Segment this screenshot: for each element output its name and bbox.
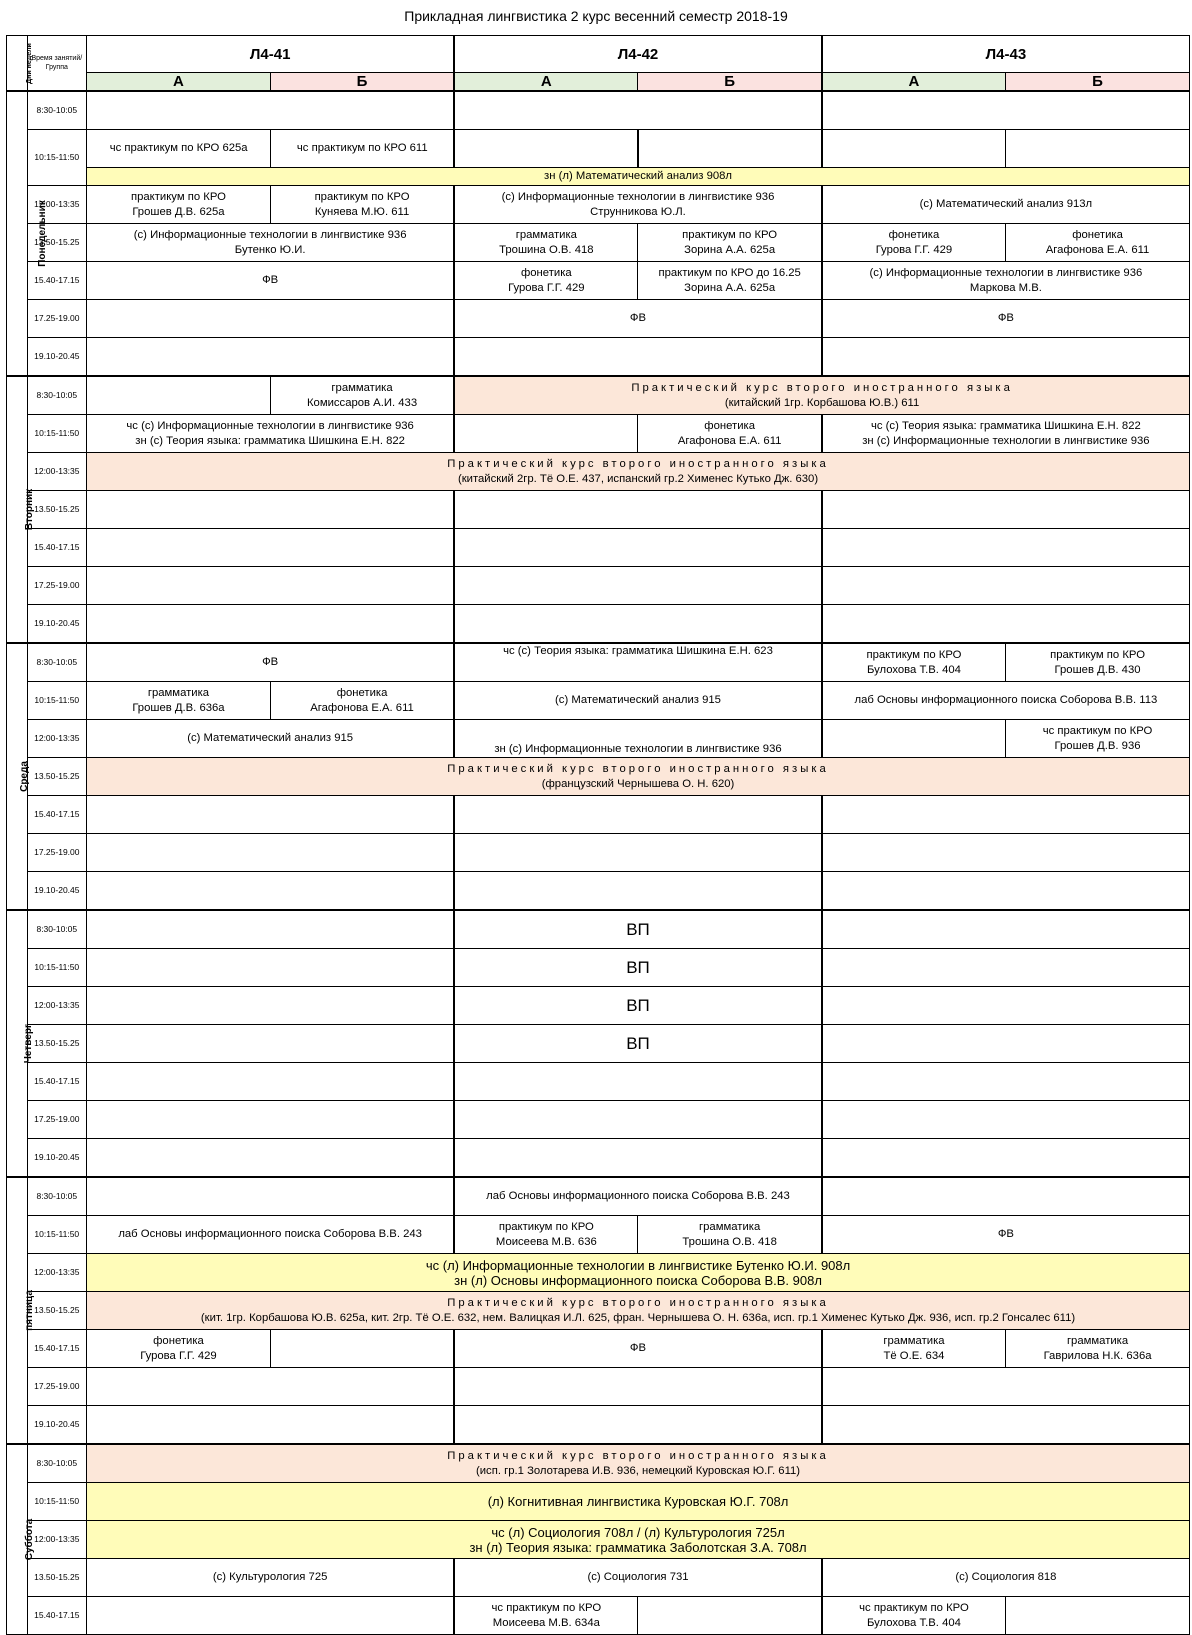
time-slot: 19.10-20.45 [27,1406,87,1445]
time-slot: 12:00-13:35 [27,987,87,1025]
time-slot: 10:15-11:50 [27,1216,87,1254]
schedule-cell: грамматика Трошина О.В. 418 [638,1216,822,1254]
schedule-cell [87,338,455,377]
schedule-cell: фонетика Гурова Г.Г. 429 [454,262,638,300]
schedule-cell: ФВ [822,1216,1190,1254]
time-slot: 15.40-17.15 [27,529,87,567]
schedule-cell [822,987,1190,1025]
schedule-cell [87,1025,455,1063]
schedule-cell: ФВ [454,1330,822,1368]
subgroup-b: Б [270,73,454,92]
time-slot: 15.40-17.15 [27,1597,87,1635]
schedule-cell [87,567,455,605]
group-header-l4-41: Л4-41 [87,36,455,73]
schedule-cell: Практический курс второго иностранного языка (французский Чернышева О. Н. 620) [87,758,1190,796]
schedule-cell: (с) Математический анализ 915 [454,682,822,720]
schedule-cell [822,567,1190,605]
schedule-cell: (с) Математический анализ 915 [87,720,455,758]
schedule-cell: практикум по КРО Грошев Д.В. 625а [87,186,271,224]
schedule-cell [454,1368,822,1406]
day-monday: Понедельник [7,91,28,376]
schedule-cell [87,491,455,529]
group-header-l4-43: Л4-43 [822,36,1190,73]
schedule-cell [454,415,638,453]
schedule-cell [822,720,1006,758]
time-slot: 15.40-17.15 [27,1063,87,1101]
time-slot: 8:30-10:05 [27,1177,87,1216]
schedule-cell [87,300,455,338]
schedule-cell: практикум по КРО Куняева М.Ю. 611 [270,186,454,224]
time-slot: 13.50-15.25 [27,224,87,262]
schedule-cell [822,1063,1190,1101]
schedule-cell [87,529,455,567]
schedule-cell: чс (л) Социология 708л / (л) Культурология 725л зн (л) Теория языка: грамматика Заболотская З.А. 708л [87,1521,1190,1559]
time-slot: 15.40-17.15 [27,796,87,834]
day-tuesday: Вторник [7,376,28,643]
schedule-cell: ФВ [87,643,455,682]
schedule-cell: фонетика Агафонова Е.А. 611 [638,415,822,453]
time-slot: 19.10-20.45 [27,1139,87,1178]
schedule-cell: ФВ [454,300,822,338]
schedule-cell: Практический курс второго иностранного языка (китайский 2гр. Тё О.Е. 437, испанский гр.2 Хименес Кутько Дж. 630) [87,453,1190,491]
schedule-cell: практикум по КРО до 16.25 Зорина А.А. 625а [638,262,822,300]
schedule-cell [822,872,1190,911]
schedule-cell: грамматика Грошев Д.В. 636а [87,682,271,720]
schedule-cell [1006,1597,1190,1635]
subgroup-a: А [454,73,638,92]
subgroup-a: А [822,73,1006,92]
schedule-cell [454,1139,822,1178]
time-slot: 19.10-20.45 [27,605,87,644]
day-wednesday: Среда [7,643,28,910]
time-slot: 8:30-10:05 [27,910,87,949]
schedule-cell: чс практикум по КРО 625а [87,130,271,168]
schedule-cell [822,910,1190,949]
schedule-cell [454,567,822,605]
schedule-cell [87,1177,455,1216]
schedule-cell: фонетика Агафонова Е.А. 611 [270,682,454,720]
schedule-cell: (с) Информационные технологии в лингвистике 936 Маркова М.В. [822,262,1190,300]
schedule-cell: ВП [454,987,822,1025]
schedule-cell: Практический курс второго иностранного языка (исп. гр.1 Золотарева И.В. 936, немецкий Куровская Ю.Г. 611) [87,1444,1190,1483]
schedule-cell: ВП [454,949,822,987]
schedule-cell [822,834,1190,872]
schedule-cell: (с) Социология 818 [822,1559,1190,1597]
schedule-cell [454,796,822,834]
schedule-cell: ФВ [87,262,455,300]
schedule-cell: (с) Математический анализ 913л [822,186,1190,224]
time-slot: 13.50-15.25 [27,1025,87,1063]
schedule-cell: лаб Основы информационного поиска Соборова В.В. 243 [454,1177,822,1216]
schedule-cell [87,949,455,987]
day-thursday: Четверг [7,910,28,1177]
schedule-cell [822,796,1190,834]
time-slot: 10:15-11:50 [27,949,87,987]
schedule-cell [87,1406,455,1445]
schedule-cell: грамматика Трошина О.В. 418 [454,224,638,262]
schedule-cell [87,987,455,1025]
time-slot: 19.10-20.45 [27,338,87,377]
schedule-cell [87,872,455,911]
schedule-cell [87,376,271,415]
schedule-cell [87,1368,455,1406]
schedule-cell [270,1330,454,1368]
schedule-cell: грамматика Тё О.Е. 634 [822,1330,1006,1368]
schedule-cell: чс практикум по КРО Грошев Д.В. 936 [1006,720,1190,758]
schedule-cell: практикум по КРО Грошев Д.В. 430 [1006,643,1190,682]
time-slot: 10:15-11:50 [27,682,87,720]
time-slot: 13.50-15.25 [27,491,87,529]
schedule-cell: лаб Основы информационного поиска Соборова В.В. 243 [87,1216,455,1254]
schedule-cell [638,1597,822,1635]
group-header-l4-42: Л4-42 [454,36,822,73]
schedule-cell [822,338,1190,377]
time-slot: 15.40-17.15 [27,1330,87,1368]
schedule-cell [87,1063,455,1101]
schedule-cell [87,130,1190,186]
time-slot: 10:15-11:50 [27,415,87,453]
schedule-cell [822,949,1190,987]
schedule-cell [454,338,822,377]
schedule-cell: практикум по КРО Зорина А.А. 625а [638,224,822,262]
days-header: Дни недели [7,36,28,92]
time-slot: 12:00-13:35 [27,720,87,758]
schedule-cell [454,91,822,130]
schedule-cell: ВП [454,910,822,949]
day-saturday: Суббота [7,1444,28,1635]
time-slot: 19.10-20.45 [27,872,87,911]
time-slot: 12:00-13:35 [27,1254,87,1292]
schedule-cell: (с) Социология 731 [454,1559,822,1597]
schedule-cell [822,491,1190,529]
schedule-cell [454,1406,822,1445]
schedule-cell [454,1101,822,1139]
schedule-cell: чс (л) Информационные технологии в лингвистике Бутенко Ю.И. 908л зн (л) Основы информационного поиска Соборова В.В. 908л [87,1254,1190,1292]
schedule-cell: зн (с) Информационные технологии в лингвистике 936 [454,720,822,758]
schedule-cell [454,872,822,911]
schedule-cell: (с) Информационные технологии в лингвистике 936 Струнникова Ю.Л. [454,186,822,224]
time-slot: 17.25-19.00 [27,1368,87,1406]
schedule-cell: Практический курс второго иностранного языка (китайский 1гр. Корбашова Ю.В.) 611 [454,376,1189,415]
time-slot: 12:00-13:35 [27,186,87,224]
day-friday: пятница [7,1177,28,1444]
schedule-cell [822,1368,1190,1406]
schedule-cell [822,1139,1190,1178]
schedule-cell: чс (с) Теория языка: грамматика Шишкина Е.Н. 822 зн (с) Информационные технологии в лингвистике 936 [822,415,1190,453]
time-slot: 8:30-10:05 [27,1444,87,1483]
schedule-cell [87,834,455,872]
schedule-cell: грамматика Гаврилова Н.К. 636а [1006,1330,1190,1368]
schedule-cell: фонетика Гурова Г.Г. 429 [822,224,1006,262]
schedule-cell: чс (с) Теория языка: грамматика Шишкина Е.Н. 623 [454,643,822,682]
time-slot: 15.40-17.15 [27,262,87,300]
schedule-cell: Практический курс второго иностранного языка (кит. 1гр. Корбашова Ю.В. 625а, кит. 2гр. Тё О.Е. 632, нем. Валицкая И.Л. 625, фран. Чернышева О. Н. 636а, исп. гр.1 Хименес Кутько Дж. 936, исп. гр.2 Гонсалес 611) [87,1292,1190,1330]
schedule-cell: зн (л) Математический анализ 908л [87,168,1189,186]
schedule-cell: практикум по КРО Булохова Т.В. 404 [822,643,1006,682]
schedule-cell [454,491,822,529]
schedule-cell: фонетика Гурова Г.Г. 429 [87,1330,271,1368]
time-slot: 13.50-15.25 [27,1292,87,1330]
subgroup-a: А [87,73,271,92]
time-slot: 17.25-19.00 [27,834,87,872]
time-slot: 17.25-19.00 [27,300,87,338]
schedule-cell: (с) Культурология 725 [87,1559,455,1597]
time-slot: 17.25-19.00 [27,1101,87,1139]
schedule-cell [87,1101,455,1139]
schedule-cell [454,605,822,644]
schedule-cell [87,1139,455,1178]
time-slot: 17.25-19.00 [27,567,87,605]
subgroup-b: Б [638,73,822,92]
time-slot: 10:15-11:50 [27,130,87,186]
time-slot: 8:30-10:05 [27,643,87,682]
schedule-cell: лаб Основы информационного поиска Соборова В.В. 113 [822,682,1190,720]
schedule-cell [822,529,1190,567]
subgroup-b: Б [1006,73,1190,92]
schedule-cell: чс практикум по КРО Моисеева М.В. 634а [454,1597,638,1635]
schedule-cell: чс практикум по КРО 611 [271,130,455,168]
schedule-cell: чс практикум по КРО Булохова Т.В. 404 [822,1597,1006,1635]
schedule-cell [87,1597,455,1635]
schedule-cell: (с) Информационные технологии в лингвистике 936 Бутенко Ю.И. [87,224,455,262]
schedule-cell [87,605,455,644]
schedule-cell [822,91,1190,130]
time-slot: 12:00-13:35 [27,1521,87,1559]
schedule-cell [454,1063,822,1101]
schedule-cell: (л) Когнитивная лингвистика Куровская Ю.Г. 708л [87,1483,1190,1521]
schedule-cell: практикум по КРО Моисеева М.В. 636 [454,1216,638,1254]
schedule-cell [454,834,822,872]
schedule-cell [822,1025,1190,1063]
schedule-cell: чс (с) Информационные технологии в лингвистике 936 зн (с) Теория языка: грамматика Шишкина Е.Н. 822 [87,415,455,453]
schedule-table [6,35,1190,1635]
schedule-cell [454,529,822,567]
schedule-cell: ВП [454,1025,822,1063]
schedule-cell: ФВ [822,300,1190,338]
schedule-cell [87,91,455,130]
schedule-cell [87,796,455,834]
schedule-cell [822,605,1190,644]
schedule-cell [822,1406,1190,1445]
time-slot: 13.50-15.25 [27,758,87,796]
time-slot: 12:00-13:35 [27,453,87,491]
time-slot: 13.50-15.25 [27,1559,87,1597]
time-slot: 10:15-11:50 [27,1483,87,1521]
page-title: Прикладная лингвистика 2 курс весенний семестр 2018-19 [404,8,788,24]
schedule-cell [87,910,455,949]
schedule-cell: грамматика Комиссаров А.И. 433 [270,376,454,415]
schedule-cell [822,1101,1190,1139]
schedule-cell [822,1177,1190,1216]
time-header: Время занятий/ Группа [27,36,87,92]
schedule-cell: фонетика Агафонова Е.А. 611 [1006,224,1190,262]
time-slot: 8:30-10:05 [27,91,87,130]
time-slot: 8:30-10:05 [27,376,87,415]
